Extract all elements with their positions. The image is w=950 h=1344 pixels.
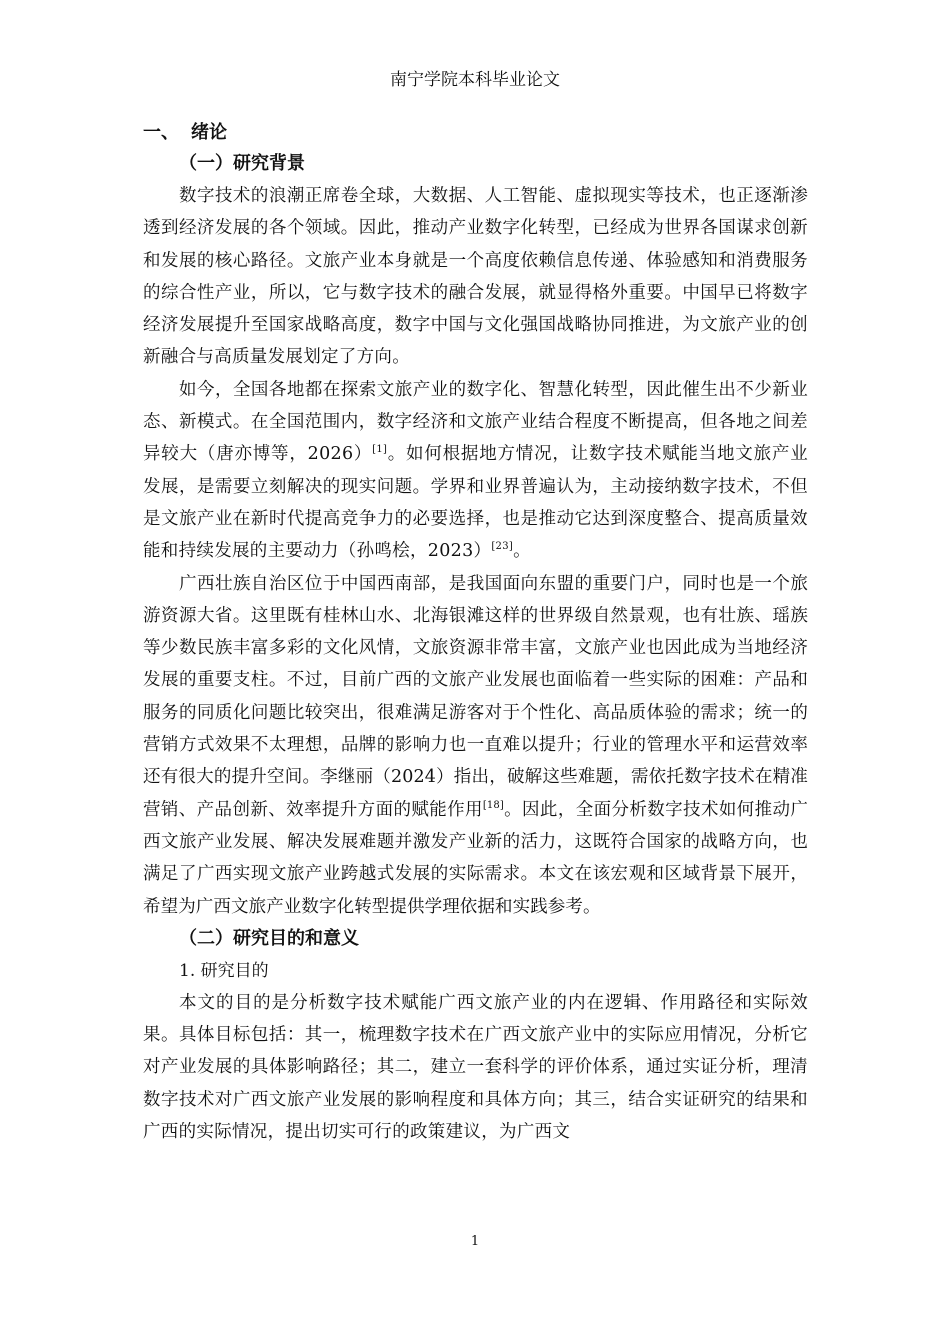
paragraph-3-text-a: 广西壮族自治区位于中国西南部，是我国面向东盟的重要门户，同时也是一个旅游资源大省。这里既有桂林山水、北海银滩这样的世界级自然景观，也有壮族、瑶族等少数民族丰富多彩的文化风情，文旅资源非常丰富，文旅产业也因此成为当地经济发展的重要支柱。不过，目前广西的文旅产业发展也面临着一些实际的困难：产品和服务的同质化问题比较突出，很难满足游客对于个性化、高品质体验的需求；统一的营销方式效果不太理想，品牌的影响力也一直难以提升；行业的管理水平和运营效率还有很大的提升空间。李继丽（2024）指出，破解这些难题，需依托数字技术在精准营销、产品创新、效率提升方面的赋能作用 xyxy=(143,573,808,820)
paragraph-3 xyxy=(143,568,808,923)
page-header: 南宁学院本科毕业论文 xyxy=(390,70,560,90)
paragraph-2-text-b: 。如何根据地方情况，让数字技术赋能当地文旅产业发展，是需要立刻解决的现实问题。学界和业界普遍认为，主动接纳数字技术，不但是文旅产业在新时代提高竞争力的必要选择，也是推动它达到深度整合、提高质量效能和持续发展的主要动力（孙鸣桧，2023） xyxy=(143,444,808,562)
page-body xyxy=(143,118,808,1148)
paragraph-1: 数字技术的浪潮正席卷全球，大数据、人工智能、虚拟现实等技术，也正逐渐渗透到经济发展的各个领域。因此，推动产业数字化转型，已经成为世界各国谋求创新和发展的核心路径。文旅产业本身就是一个高度依赖信息传递、体验感知和消费服务的综合性产业，所以，它与数字技术的融合发展，就显得格外重要。中国早已将数字经济发展提升至国家战略高度，数字中国与文化强国战略协同推进，为文旅产业的创新融合与高质量发展划定了方向。 xyxy=(143,186,808,368)
page-number: 1 xyxy=(470,1234,480,1249)
paragraph-2-text-c: 。 xyxy=(513,541,531,562)
paragraph-2 xyxy=(143,374,808,568)
citation-ref: [1] xyxy=(372,444,388,456)
subsection-heading-purpose: （二）研究目的和意义 xyxy=(179,927,359,949)
paragraph-3-text-b: 。因此，全面分析数字技术如何推动广西文旅产业发展、解决发展难题并激发产业新的活力，这既符合国家的战略方向，也满足了广西实现文旅产业跨越式发展的实际需求。本文在该宏观和区域背景下展开，希望为广西文旅产业数字化转型提供学理依据和实践参考。 xyxy=(143,799,808,917)
paragraph-4: 本文的目的是分析数字技术赋能广西文旅产业的内在逻辑、作用路径和实际效果。具体目标包括：其一，梳理数字技术在广西文旅产业中的实际应用情况，分析它对产业发展的具体影响路径；其二，建立一套科学的评价体系，通过实证分析，理清数字技术对广西文旅产业发展的影响程度和具体方向；其三，结合实证研究的结果和广西的实际情况，提出切实可行的政策建议，为广西文 xyxy=(143,992,808,1143)
citation-ref: [18] xyxy=(482,799,504,811)
section-title: 绪论 xyxy=(191,122,227,143)
citation-ref: [23] xyxy=(491,541,514,553)
paragraph-2-text-a: 如今，全国各地都在探索文旅产业的数字化、智慧化转型，因此催生出不少新业态、新模式。在全国范围内，数字经济和文旅产业结合程度不断提高，但各地之间差异较大（唐亦博等，2026） xyxy=(143,379,808,465)
section-heading xyxy=(143,118,808,148)
header-divider xyxy=(143,100,808,101)
section-number: 一、 xyxy=(143,122,179,143)
subsection-heading-background: （一）研究背景 xyxy=(179,153,305,174)
sub-subsection-heading: 1. 研究目的 xyxy=(179,960,269,981)
